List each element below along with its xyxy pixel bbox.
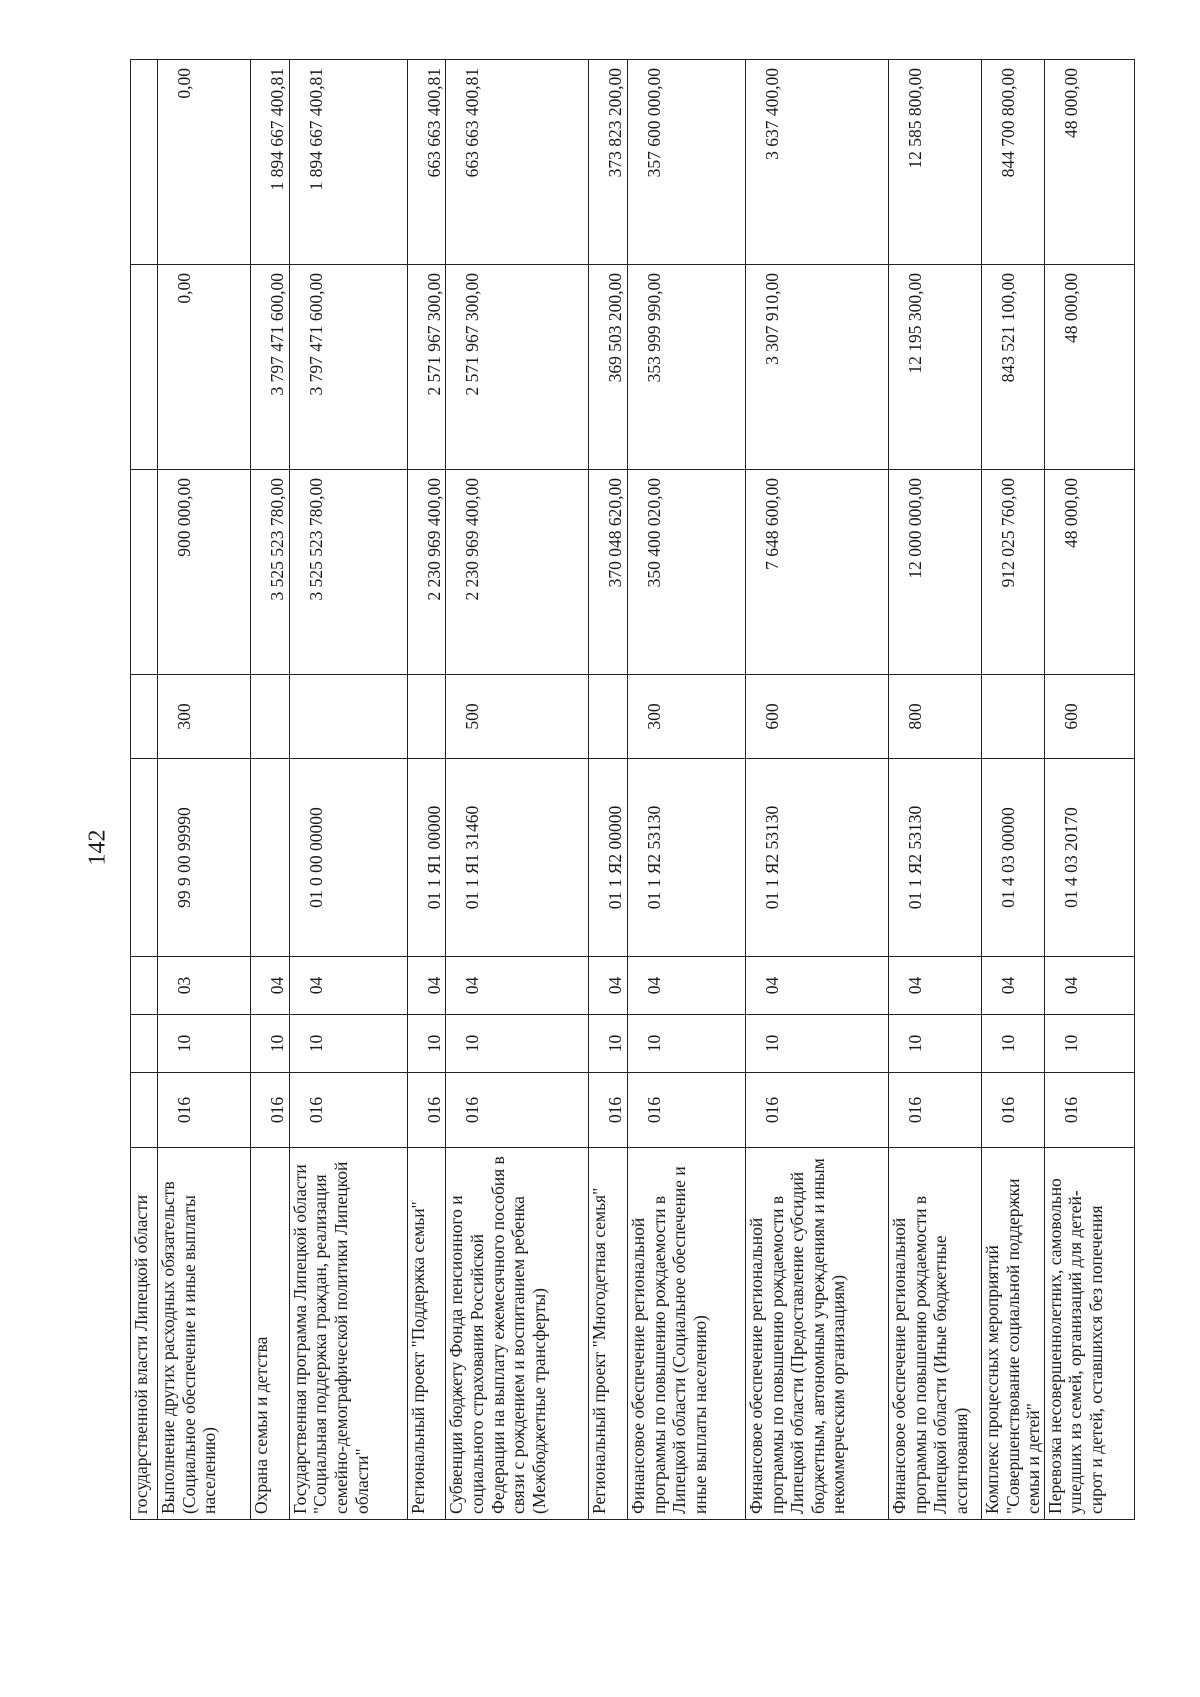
cell-type: 300 — [158, 675, 251, 759]
cell-code: 016 — [407, 1073, 446, 1148]
cell-v2: 48 000,00 — [1044, 265, 1134, 470]
cell-v2: 3 797 471 600,00 — [289, 265, 407, 470]
table-row — [981, 60, 1044, 1520]
cell-v3: 48 000,00 — [1044, 60, 1134, 265]
cell-v1: 48 000,00 — [1044, 470, 1134, 675]
cell-sec: 10 — [289, 1015, 407, 1073]
cell-code: 016 — [981, 1073, 1044, 1148]
cell-code: 016 — [1044, 1073, 1134, 1148]
table-row — [1044, 60, 1134, 1520]
cell-v3: 1 894 667 400,81 — [289, 60, 407, 265]
cell-sub: 04 — [407, 957, 446, 1015]
cell-v2: 2 571 967 300,00 — [446, 265, 589, 470]
cell-sec: 10 — [407, 1015, 446, 1073]
cell-sec: 10 — [745, 1015, 888, 1073]
cell-v2: 3 797 471 600,00 — [251, 265, 290, 470]
cell-v1: 900 000,00 — [158, 470, 251, 675]
cell-name: Выполнение других расходных обязательств (Социальное обеспечение и иные выплаты населению) — [158, 1148, 251, 1520]
cell-v1: 912 025 760,00 — [981, 470, 1044, 675]
cell-v3: 357 600 000,00 — [627, 60, 745, 265]
cell-v1: 7 648 600,00 — [745, 470, 888, 675]
cell-target: 01 1 Я2 53130 — [888, 759, 981, 957]
cell-code: 016 — [158, 1073, 251, 1148]
cell-v2: 0,00 — [158, 265, 251, 470]
rotated-page — [130, 60, 1106, 1520]
page-number: 142 — [84, 829, 111, 866]
cell-sub — [131, 957, 158, 1015]
cell-v1: 2 230 969 400,00 — [407, 470, 446, 675]
cell-type: 600 — [1044, 675, 1134, 759]
cell-sub: 04 — [446, 957, 589, 1015]
cell-name: Государственная программа Липецкой области "Социальная поддержка граждан, реализация семейно-демографической политики Липецкой области" — [289, 1148, 407, 1520]
cell-code: 016 — [251, 1073, 290, 1148]
cell-v2: 2 571 967 300,00 — [407, 265, 446, 470]
cell-sub: 03 — [158, 957, 251, 1015]
cell-code: 016 — [627, 1073, 745, 1148]
table-row — [888, 60, 981, 1520]
cell-v2: 12 195 300,00 — [888, 265, 981, 470]
cell-sub: 04 — [251, 957, 290, 1015]
cell-sec: 10 — [589, 1015, 628, 1073]
cell-sec: 10 — [888, 1015, 981, 1073]
cell-name: Финансовое обеспечение региональной программы по повышению рождаемости в Липецкой области (Иные бюджетные ассигнования) — [888, 1148, 981, 1520]
cell-v2: 3 307 910,00 — [745, 265, 888, 470]
cell-sec — [131, 1015, 158, 1073]
cell-v1: 3 525 523 780,00 — [289, 470, 407, 675]
table-row — [589, 60, 628, 1520]
cell-target: 01 4 03 00000 — [981, 759, 1044, 957]
cell-target: 01 0 00 00000 — [289, 759, 407, 957]
cell-type — [589, 675, 628, 759]
cell-v1: 3 525 523 780,00 — [251, 470, 290, 675]
cell-sub: 04 — [981, 957, 1044, 1015]
cell-type — [131, 675, 158, 759]
cell-sec: 10 — [158, 1015, 251, 1073]
cell-v3: 0,00 — [158, 60, 251, 265]
cell-type — [981, 675, 1044, 759]
cell-target: 99 9 00 99990 — [158, 759, 251, 957]
table-row — [446, 60, 589, 1520]
cell-code: 016 — [446, 1073, 589, 1148]
table-row — [289, 60, 407, 1520]
budget-table — [130, 59, 1135, 1520]
cell-target: 01 1 Я2 00000 — [589, 759, 628, 957]
cell-name: Финансовое обеспечение региональной программы по повышению рождаемости в Липецкой области (Предоставление субсидий бюджетным, автономным учреждениям и иным некоммерческим организациям) — [745, 1148, 888, 1520]
cell-target: 01 1 Я1 00000 — [407, 759, 446, 957]
cell-sub: 04 — [745, 957, 888, 1015]
cell-code: 016 — [289, 1073, 407, 1148]
cell-code: 016 — [745, 1073, 888, 1148]
cell-sec: 10 — [627, 1015, 745, 1073]
cell-code: 016 — [589, 1073, 628, 1148]
cell-type — [289, 675, 407, 759]
table-row — [407, 60, 446, 1520]
cell-sub: 04 — [589, 957, 628, 1015]
cell-target: 01 1 Я2 53130 — [745, 759, 888, 957]
cell-name: государственной власти Липецкой области — [131, 1148, 158, 1520]
table-body — [131, 60, 1135, 1520]
cell-v3: 1 894 667 400,81 — [251, 60, 290, 265]
cell-v3: 373 823 200,00 — [589, 60, 628, 265]
cell-type: 800 — [888, 675, 981, 759]
cell-type — [407, 675, 446, 759]
cell-v2 — [131, 265, 158, 470]
cell-sec: 10 — [446, 1015, 589, 1073]
cell-v1 — [131, 470, 158, 675]
cell-v3: 663 663 400,81 — [446, 60, 589, 265]
cell-target: 01 1 Я2 53130 — [627, 759, 745, 957]
cell-v1: 370 048 620,00 — [589, 470, 628, 675]
cell-v3: 12 585 800,00 — [888, 60, 981, 265]
cell-sub: 04 — [888, 957, 981, 1015]
cell-name: Региональный проект "Многодетная семья" — [589, 1148, 628, 1520]
cell-sec: 10 — [1044, 1015, 1134, 1073]
table-row — [251, 60, 290, 1520]
cell-type: 500 — [446, 675, 589, 759]
cell-target — [251, 759, 290, 957]
cell-sec: 10 — [251, 1015, 290, 1073]
cell-v2: 369 503 200,00 — [589, 265, 628, 470]
cell-v2: 353 999 990,00 — [627, 265, 745, 470]
cell-v1: 12 000 000,00 — [888, 470, 981, 675]
cell-sec: 10 — [981, 1015, 1044, 1073]
table-row — [745, 60, 888, 1520]
cell-name: Финансовое обеспечение региональной программы по повышению рождаемости в Липецкой области (Социальное обеспечение и иные выплаты населению) — [627, 1148, 745, 1520]
cell-v3: 844 700 800,00 — [981, 60, 1044, 265]
cell-type — [251, 675, 290, 759]
cell-sub: 04 — [627, 957, 745, 1015]
cell-v3: 663 663 400,81 — [407, 60, 446, 265]
cell-v3 — [131, 60, 158, 265]
cell-name: Субвенции бюджету Фонда пенсионного и социального страхования Российской Федерации на выплату ежемесячного пособия в связи с рождением и воспитанием ребенка (Межбюджетные трансферты) — [446, 1148, 589, 1520]
cell-code — [131, 1073, 158, 1148]
table-row — [627, 60, 745, 1520]
cell-v3: 3 637 400,00 — [745, 60, 888, 265]
table-row — [158, 60, 251, 1520]
cell-v1: 350 400 020,00 — [627, 470, 745, 675]
cell-v1: 2 230 969 400,00 — [446, 470, 589, 675]
cell-name: Региональный проект "Поддержка семьи" — [407, 1148, 446, 1520]
cell-target: 01 1 Я1 31460 — [446, 759, 589, 957]
cell-target — [131, 759, 158, 957]
cell-target: 01 4 03 20170 — [1044, 759, 1134, 957]
cell-v2: 843 521 100,00 — [981, 265, 1044, 470]
cell-name: Охрана семьи и детства — [251, 1148, 290, 1520]
cell-sub: 04 — [1044, 957, 1134, 1015]
cell-type: 300 — [627, 675, 745, 759]
cell-name: Перевозка несовершеннолетних, самовольно ушедших из семей, организаций для детей-сирот и детей, оставшихся без попечения — [1044, 1148, 1134, 1520]
cell-code: 016 — [888, 1073, 981, 1148]
cell-type: 600 — [745, 675, 888, 759]
table-row — [131, 60, 158, 1520]
cell-name: Комплекс процессных мероприятий "Совершенствование социальной поддержки семьи и детей" — [981, 1148, 1044, 1520]
cell-sub: 04 — [289, 957, 407, 1015]
